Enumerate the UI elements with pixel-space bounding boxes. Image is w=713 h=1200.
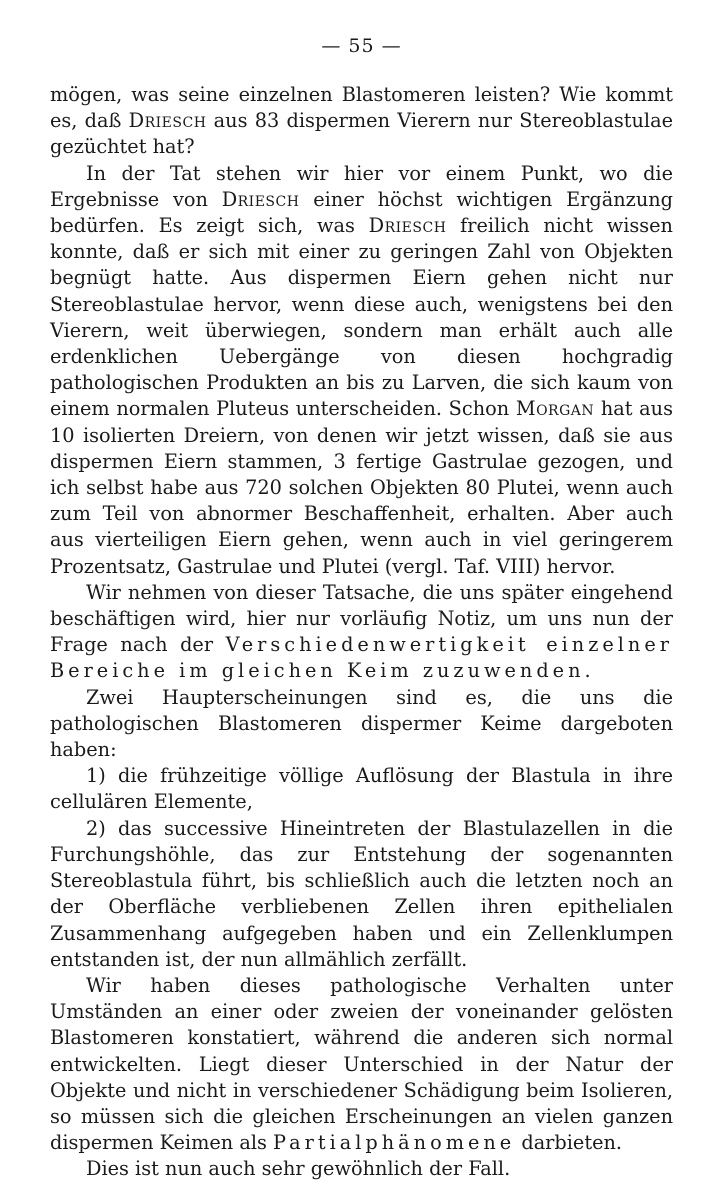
paragraph-7	[50, 973, 673, 1156]
body-text	[50, 82, 673, 1183]
text-run: einer höchst wichtigen Ergänzung bedürfen. Es zeigt sich, was	[50, 187, 673, 238]
paragraph-2	[50, 161, 673, 580]
page-number: — 55 —	[321, 35, 402, 57]
paragraph-8: Dies ist nun auch sehr gewöhnlich der Fall.	[86, 1157, 511, 1181]
text-run: hat aus 10 isolierten Dreiern, von denen wir jetzt wissen, daß sie aus dispermen Eiern stammen, 3 fertige Gastrulae gezogen, und ich selbst habe aus 720 solchen Objekten 80 Plutei, wenn auch zum Teil von abnormer Beschaffenheit, erhalten. Aber auch aus vierteiligen Eiern gehen, wenn auch in viel geringerem Prozentsatz, Gastrulae und Plutei (vergl. Taf. VIII) hervor.	[50, 397, 673, 578]
paragraph-1	[50, 82, 673, 161]
paragraph-3	[50, 580, 673, 685]
list-item-2: 2) das successive Hineintreten der Blastulazellen in die Furchungshöhle, das zur Entstehung der sogenannten Stereoblastula führt, bis schließlich auch die letzten noch an der Oberfläche verbliebenen Zellen ihren epithelialen Zusammenhang aufgegeben haben und ein Zellenklumpen entstanden ist, der nun allmählich zerfällt.	[50, 816, 673, 971]
author-name: Morgan	[515, 397, 595, 421]
list-item-1: 1) die frühzeitige völlige Auflösung der Blastula in ihre cellulären Elemente,	[50, 764, 673, 814]
paragraph-4: Zwei Haupterscheinungen sind es, die uns die pathologischen Blastomeren dispermer Keime dargeboten haben:	[50, 685, 673, 762]
author-name: Driesch	[221, 187, 300, 211]
text-run: .	[584, 659, 591, 683]
text-run: In der Tat stehen wir hier vor einem Punkt, wo die Ergebnisse von	[50, 161, 673, 211]
text-run: mögen, was seine einzelnen Blastomeren leisten? Wie kommt es, daß	[50, 83, 673, 133]
text-run: aus 83 dispermen Vierern nur Stereoblastulae gezüchtet hat?	[50, 109, 673, 159]
author-name: Driesch	[368, 214, 447, 238]
text-run: freilich nicht wissen konnte, daß er sich mit einer zu geringen Zahl von Objekten begnügt hatte. Aus dispermen Eiern gehen nicht nur Stereoblastulae hervor, wenn diese auch, wenigstens bei den Vierern, weit überwiegen, sondern man erhält auch alle erdenklichen Uebergänge von diesen hochgradig pathologischen Produkten an bis zu Larven, die sich kaum von einem normalen Pluteus unterscheiden. Schon	[50, 214, 673, 421]
text-run: Wir haben dieses pathologische Verhalten unter Umständen an einer oder zweien der voneinander gelösten Blastomeren konstatiert, während die anderen sich normal entwickelten. Liegt dieser Unterschied in der Natur der Objekte und nicht in verschiedener Schädigung beim Isolieren, so müssen sich die gleichen Erscheinungen an vielen ganzen dispermen Keimen als	[50, 973, 673, 1155]
text-run: darbieten.	[515, 1131, 623, 1155]
text-run: Wir nehmen von dieser Tatsache, die uns später eingehend beschäftigen wird, hier nur vorläufig Notiz, um uns nun der Frage nach der	[50, 580, 673, 657]
spaced-emphasis: Partialphänomene	[273, 1131, 516, 1155]
author-name: Driesch	[128, 109, 207, 133]
spaced-emphasis: Verschiedenwertigkeit einzelner Bereiche im gleichen Keim zuzuwenden	[50, 633, 673, 683]
